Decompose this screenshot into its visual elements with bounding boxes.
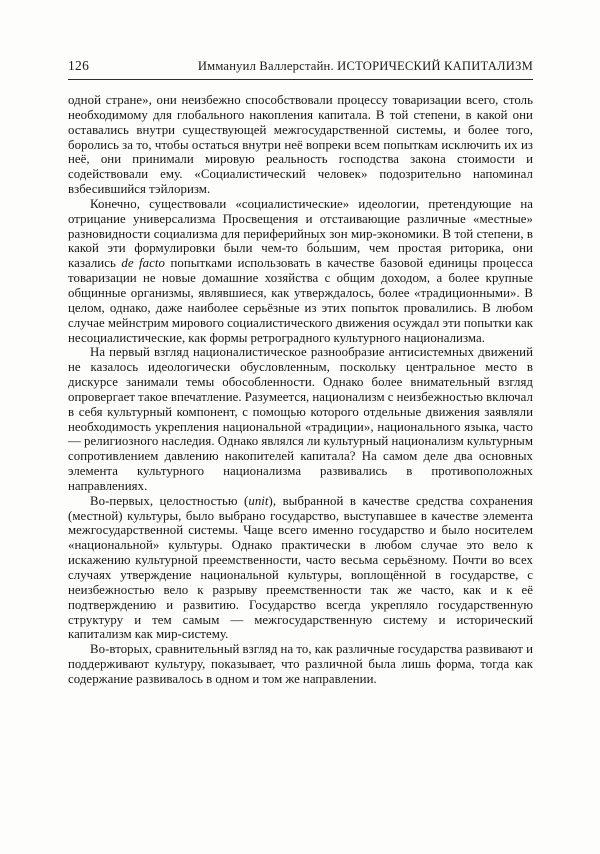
text-segment: Конечно, существовали «социалистические» идеологии, претендующие на отрицание универсализма Просвещения и отстаивающие различные «местные» разновидности социализма для периферийных зон мир-экономики. В той степени, в какой эти формулировки были чем-то бо́льшим, чем простая риторика, они казались [68, 196, 533, 271]
running-title: Иммануил Валлерстайн. ИСТОРИЧЕСКИЙ КАПИТАЛИЗМ [197, 59, 533, 73]
text-segment: ), выбранной в качестве средства сохранения (местной) культуры, было выбрано государство, выступавшее в качестве элемента межгосударственной системы. Чаще всего именно государство и было носителем «национальной» культуры. Однако практически в любом случае это вело к искажению культурной преемственности, часто весьма серьёзному. Почти во всех случаях утверждение национальной культуры, воплощённой в государстве, с неизбежностью вело к разрыву преемственности так же часто, как и к её подтверждению и развитию. Государство всегда укрепляло государственную структуру и тем самым — межгосударственную систему и исторический капитализм как мир-систему. [68, 493, 534, 642]
text-segment: На первый взгляд националистическое разнообразие антисистемных движений не казалось идеологически обусловленным, поскольку центральное место в дискурсе занимали темы обособленности. Однако более внимательный взгляд опровергает такое впечатление. Разумеется, национализм с неизбежностью включал в себя культурный компонент, с помощью которого отдельные движения заявляли необходимость укрепления национальной «традиции», национального языка, часто — религиозного наследия. Однако являлся ли культурный национализм культурным сопротивлением давлению накопителей капитала? На самом деле два основных элемента культурного национализма развивались в противоположных направлениях. [68, 345, 533, 493]
body-text [68, 93, 533, 687]
italic-text-segment: de facto [121, 256, 165, 271]
text-segment: одной стране», они неизбежно способствовали процессу товаризации всего, столь необходимому для глобального накопления капитала. В той степени, в какой они оставались внутри существующей межгосударственной системы, и более того, боролись за то, чтобы остаться внутри неё вопреки всем попыткам исключить их из неё, они принимали мировую реальность господства закона стоимости и содействовали ему. «Социалистический человек» подозрительно напоминал взбесившийся тэйлоризм. [68, 93, 533, 197]
italic-text-segment: unit [248, 493, 269, 508]
paragraph [68, 494, 533, 642]
running-head [68, 58, 533, 74]
paragraph [68, 642, 533, 687]
text-segment: попытками использовать в качестве базовой единицы процесса товаризации не новые домашние хозяйства с общим доходом, а более крупные общинные организмы, являвшиеся, как утверждалось, более «традиционными». В целом, однако, даже наиболее серьёзные из этих попыток провалились. В любом случае мейнстрим мирового социалистического движения осуждал эти попытки как несоциалистические, как формы ретроградного культурного национализма. [68, 256, 533, 345]
header-rule [68, 79, 533, 80]
paragraph [68, 345, 533, 493]
page-number: 126 [68, 58, 90, 73]
text-segment: Во-вторых, сравнительный взгляд на то, как различные государства развивают и поддерживают культуру, показывает, что различной была лишь форма, тогда как содержание развивалось в одном и том же направлении. [68, 642, 533, 686]
paragraph [68, 93, 533, 197]
text-segment: Во-первых, целостностью ( [90, 493, 249, 508]
paragraph [68, 197, 533, 345]
